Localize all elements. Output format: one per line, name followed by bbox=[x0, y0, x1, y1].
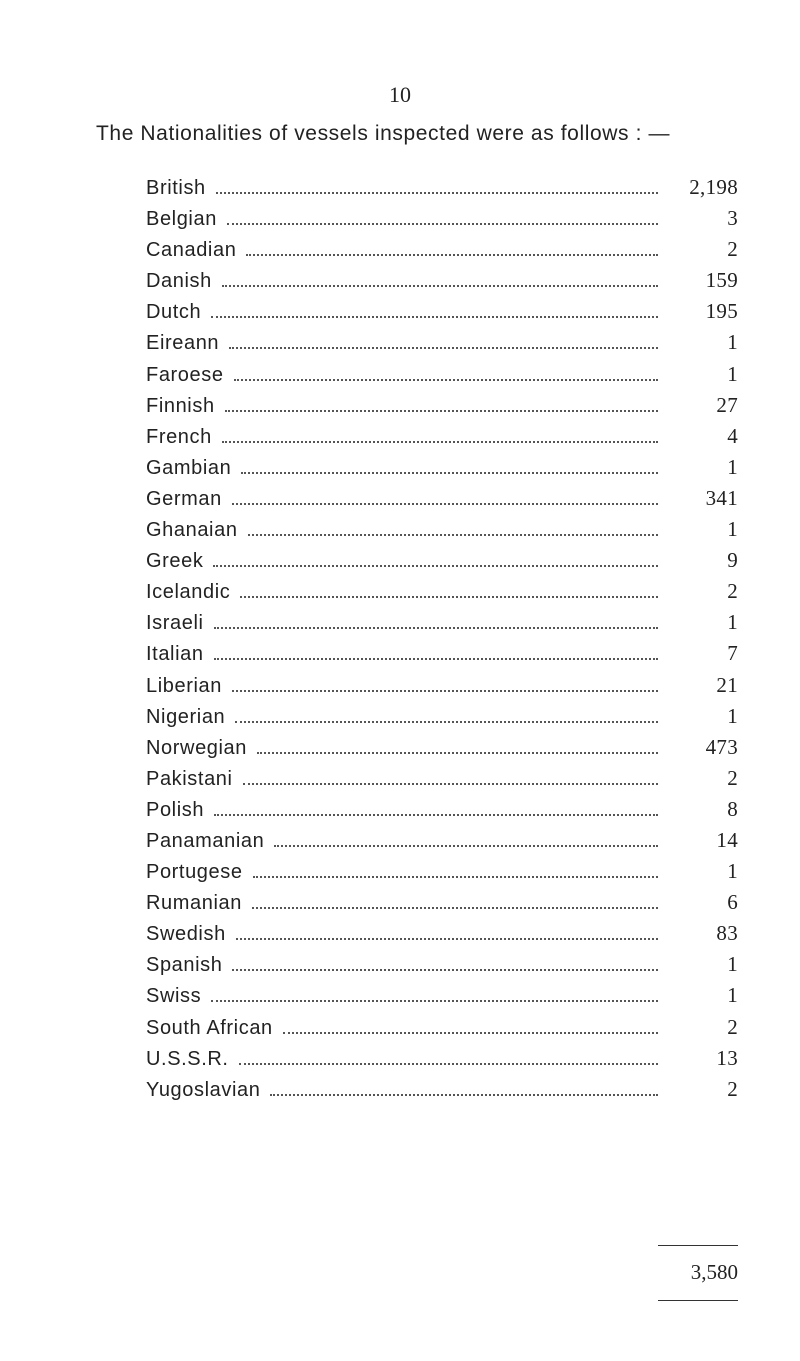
nationality-name: Finnish bbox=[146, 394, 215, 417]
nationality-name: German bbox=[146, 487, 222, 510]
table-row bbox=[146, 393, 738, 424]
intro-text: The Nationalities of vessels inspected were as follows : — bbox=[96, 122, 671, 145]
table-row bbox=[146, 797, 738, 828]
vessel-count: 8 bbox=[727, 796, 738, 821]
dot-leader bbox=[211, 999, 658, 1002]
dot-leader bbox=[232, 502, 658, 505]
table-row bbox=[146, 579, 738, 610]
vessel-count: 7 bbox=[727, 641, 738, 666]
nationality-name: Norwegian bbox=[146, 736, 248, 759]
dot-leader bbox=[234, 378, 658, 381]
vessel-count: 195 bbox=[705, 299, 738, 324]
total-rule-top bbox=[658, 1245, 738, 1246]
dot-leader bbox=[257, 751, 658, 754]
dot-leader bbox=[252, 906, 658, 909]
table-row bbox=[146, 890, 738, 921]
vessel-count: 1 bbox=[727, 330, 738, 355]
dot-leader bbox=[232, 968, 658, 971]
vessel-count: 4 bbox=[727, 423, 738, 448]
table-row bbox=[146, 455, 738, 486]
vessel-count: 2,198 bbox=[689, 175, 738, 199]
nationality-name: Dutch bbox=[146, 301, 202, 324]
nationality-name: South African bbox=[146, 1016, 273, 1039]
vessel-count: 13 bbox=[716, 1045, 738, 1070]
table-row bbox=[146, 175, 738, 206]
nationality-name: Canadian bbox=[146, 239, 237, 262]
nationality-name: Ghanaian bbox=[146, 519, 238, 542]
nationality-name: Belgian bbox=[146, 208, 217, 231]
table-row bbox=[146, 828, 738, 859]
nationality-name: Italian bbox=[146, 643, 204, 666]
total-value: 3,580 bbox=[690, 1260, 738, 1284]
nationality-name: Swiss bbox=[146, 985, 202, 1008]
nationality-name: Yugoslavian bbox=[146, 1078, 261, 1101]
table-row bbox=[146, 548, 738, 579]
table-row bbox=[146, 766, 738, 797]
vessel-count: 1 bbox=[727, 517, 738, 542]
vessel-count: 341 bbox=[705, 485, 738, 510]
vessel-count: 2 bbox=[727, 579, 738, 604]
dot-leader bbox=[216, 191, 658, 194]
table-row bbox=[146, 952, 738, 983]
vessel-count: 9 bbox=[727, 548, 738, 573]
dot-leader bbox=[246, 253, 658, 256]
table-row bbox=[146, 268, 738, 299]
table-row bbox=[146, 610, 738, 641]
dot-leader bbox=[241, 471, 658, 474]
vessel-count: 1 bbox=[727, 859, 738, 884]
dot-leader bbox=[214, 813, 658, 816]
table-row bbox=[146, 299, 738, 330]
dot-leader bbox=[227, 222, 658, 225]
vessel-count: 1 bbox=[727, 610, 738, 635]
dot-leader bbox=[214, 657, 658, 660]
vessel-count: 159 bbox=[705, 268, 738, 293]
vessel-count: 1 bbox=[727, 983, 738, 1008]
dot-leader bbox=[211, 315, 658, 318]
dot-leader bbox=[222, 284, 658, 287]
nationality-name: Greek bbox=[146, 550, 204, 573]
table-row bbox=[146, 486, 738, 517]
vessel-count: 2 bbox=[727, 1014, 738, 1039]
nationality-name: Panamanian bbox=[146, 829, 265, 852]
vessel-count: 1 bbox=[727, 454, 738, 479]
vessel-count: 1 bbox=[727, 952, 738, 977]
table-row bbox=[146, 921, 738, 952]
table-row bbox=[146, 330, 738, 361]
table-row bbox=[146, 1077, 738, 1108]
nationality-name: Faroese bbox=[146, 363, 224, 386]
table-row bbox=[146, 983, 738, 1014]
nationality-name: Pakistani bbox=[146, 767, 233, 790]
table-row bbox=[146, 424, 738, 455]
nationality-name: Gambian bbox=[146, 456, 232, 479]
dot-leader bbox=[232, 689, 658, 692]
vessel-count: 2 bbox=[727, 765, 738, 790]
vessel-count: 2 bbox=[727, 237, 738, 262]
dot-leader bbox=[243, 782, 658, 785]
vessel-count: 83 bbox=[716, 921, 738, 946]
vessel-count: 6 bbox=[727, 890, 738, 915]
nationality-name: Icelandic bbox=[146, 581, 231, 604]
table-row bbox=[146, 704, 738, 735]
nationalities-table bbox=[146, 175, 738, 1108]
nationality-name: U.S.S.R. bbox=[146, 1047, 229, 1070]
vessel-count: 1 bbox=[727, 361, 738, 386]
dot-leader bbox=[253, 875, 658, 878]
nationality-name: Israeli bbox=[146, 612, 204, 635]
dot-leader bbox=[214, 626, 658, 629]
vessel-count: 3 bbox=[727, 206, 738, 231]
table-row bbox=[146, 1046, 738, 1077]
vessel-count: 2 bbox=[727, 1076, 738, 1101]
dot-leader bbox=[239, 1062, 658, 1065]
vessel-count: 21 bbox=[716, 672, 738, 697]
table-row bbox=[146, 735, 738, 766]
nationality-name: French bbox=[146, 425, 212, 448]
table-row bbox=[146, 517, 738, 548]
dot-leader bbox=[225, 409, 658, 412]
table-row bbox=[146, 859, 738, 890]
table-row bbox=[146, 362, 738, 393]
nationality-name: Nigerian bbox=[146, 705, 226, 728]
dot-leader bbox=[236, 937, 658, 940]
table-row bbox=[146, 1015, 738, 1046]
nationality-name: Rumanian bbox=[146, 892, 242, 915]
table-row bbox=[146, 641, 738, 672]
table-row bbox=[146, 237, 738, 268]
vessel-count: 27 bbox=[716, 392, 738, 417]
nationality-name: Spanish bbox=[146, 954, 223, 977]
dot-leader bbox=[235, 720, 658, 723]
total-rule-bottom bbox=[658, 1300, 738, 1301]
dot-leader bbox=[274, 844, 658, 847]
dot-leader bbox=[222, 440, 658, 443]
nationality-name: Liberian bbox=[146, 674, 222, 697]
nationality-name: Eireann bbox=[146, 332, 220, 355]
table-row bbox=[146, 206, 738, 237]
nationality-name: Danish bbox=[146, 270, 212, 293]
dot-leader bbox=[270, 1093, 658, 1096]
dot-leader bbox=[240, 595, 658, 598]
table-row bbox=[146, 673, 738, 704]
dot-leader bbox=[229, 346, 658, 349]
dot-leader bbox=[213, 564, 658, 567]
vessel-count: 473 bbox=[705, 734, 738, 759]
nationality-name: Portugese bbox=[146, 861, 243, 884]
vessel-count: 1 bbox=[727, 703, 738, 728]
dot-leader bbox=[248, 533, 658, 536]
nationality-name: Polish bbox=[146, 798, 205, 821]
vessel-count: 14 bbox=[716, 827, 738, 852]
page-number: 10 bbox=[389, 82, 411, 107]
nationality-name: Swedish bbox=[146, 923, 226, 946]
nationality-name: British bbox=[146, 177, 206, 199]
dot-leader bbox=[283, 1031, 658, 1034]
